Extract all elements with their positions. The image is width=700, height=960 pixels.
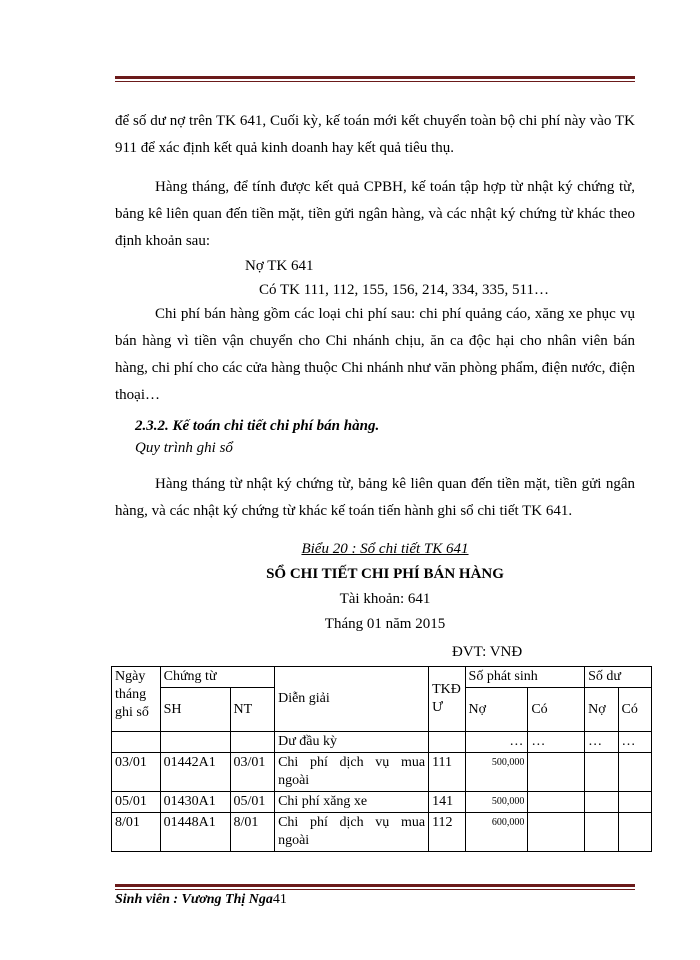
row-date: 05/01 bbox=[112, 792, 161, 813]
entry-debit: Nợ TK 641 bbox=[245, 258, 314, 274]
paragraph-2: Hàng tháng, để tính được kết quả CPBH, kế toán tập hợp từ nhật ký chứng từ, bảng kê liên quan đến tiền mặt, tiền gửi ngân hàng, và các nhật ký chứng từ khác theo định khoản sau: bbox=[115, 179, 635, 249]
header-description: Diễn giải bbox=[275, 667, 429, 732]
row-account: 141 bbox=[429, 792, 465, 813]
opening-row bbox=[112, 732, 652, 753]
row-sh: 01442A1 bbox=[160, 753, 230, 792]
row-account: 112 bbox=[429, 813, 465, 852]
row-nt: 03/01 bbox=[230, 753, 275, 792]
header-date: Ngày tháng ghi sổ bbox=[112, 667, 161, 732]
header-rule bbox=[115, 76, 635, 82]
header-counter-account: TKĐ Ư bbox=[429, 667, 465, 732]
row-description: Chi phí xăng xe bbox=[275, 792, 429, 813]
table-row bbox=[112, 792, 652, 813]
opening-balance-debit: … bbox=[585, 732, 618, 753]
ledger-table bbox=[111, 666, 652, 852]
row-sh: 01448A1 bbox=[160, 813, 230, 852]
row-debit: 500,000 bbox=[465, 753, 528, 792]
paragraph-3: Chi phí bán hàng gồm các loại chi phí sau: chi phí quảng cáo, xăng xe phục vụ bán hàng vì tiền vận chuyển cho Chi nhánh chịu, ăn ca độc hại cho nhân viên bán hàng, chi phí cho các cửa hàng thuộc Chi nhánh như văn phòng phẩm, điện nước, điện thoại… bbox=[115, 306, 635, 403]
header-debit: Nợ bbox=[465, 688, 528, 732]
header-sh: SH bbox=[160, 688, 230, 732]
page-footer bbox=[115, 892, 287, 908]
page-number: 41 bbox=[272, 892, 287, 907]
header-balance-debit: Nợ bbox=[585, 688, 618, 732]
opening-balance-credit: … bbox=[618, 732, 652, 753]
section-subheading: Quy trình ghi sổ bbox=[135, 440, 233, 456]
row-description: Chi phí dịch vụ mua ngoài bbox=[275, 813, 429, 852]
row-debit: 500,000 bbox=[465, 792, 528, 813]
table-row bbox=[112, 813, 652, 852]
paragraph-1: để số dư nợ trên TK 641, Cuối kỳ, kế toán mới kết chuyển toàn bộ chi phí này vào TK 911 để xác định kết quả kinh doanh hay kết quả tiêu thụ. bbox=[115, 113, 635, 156]
header-balance: Số dư bbox=[585, 667, 652, 688]
footer-rule bbox=[115, 884, 635, 890]
row-nt: 8/01 bbox=[230, 813, 275, 852]
ledger-caption: Biểu 20 : Sổ chi tiết TK 641 bbox=[301, 541, 469, 557]
row-date: 03/01 bbox=[112, 753, 161, 792]
row-description: Chi phí dịch vụ mua ngoài bbox=[275, 753, 429, 792]
header-voucher: Chứng từ bbox=[160, 667, 274, 688]
entry-credit: Có TK 111, 112, 155, 156, 214, 334, 335, 511… bbox=[259, 282, 550, 298]
opening-description: Dư đầu kỳ bbox=[275, 732, 429, 753]
ledger-account: Tài khoản: 641 bbox=[339, 591, 431, 607]
header-balance-credit: Có bbox=[618, 688, 652, 732]
row-sh: 01430A1 bbox=[160, 792, 230, 813]
ledger-title: SỔ CHI TIẾT CHI PHÍ BÁN HÀNG bbox=[266, 566, 504, 582]
table-row bbox=[112, 753, 652, 792]
row-debit: 600,000 bbox=[465, 813, 528, 852]
row-account: 111 bbox=[429, 753, 465, 792]
row-date: 8/01 bbox=[112, 813, 161, 852]
ledger-period: Tháng 01 năm 2015 bbox=[324, 616, 446, 632]
opening-debit: … bbox=[465, 732, 528, 753]
row-nt: 05/01 bbox=[230, 792, 275, 813]
header-nt: NT bbox=[230, 688, 275, 732]
header-arising: Số phát sinh bbox=[465, 667, 585, 688]
header-row-1 bbox=[112, 667, 652, 688]
paragraph-4: Hàng tháng từ nhật ký chứng từ, bảng kê liên quan đến tiền mặt, tiền gửi ngân hàng, và các nhật ký chứng từ khác kế toán tiến hành ghi sổ chi tiết TK 641. bbox=[115, 476, 635, 519]
section-heading: 2.3.2. Kế toán chi tiết chi phí bán hàng. bbox=[135, 418, 380, 434]
ledger-unit: ĐVT: VNĐ bbox=[452, 644, 523, 660]
opening-credit: … bbox=[528, 732, 585, 753]
header-credit: Có bbox=[528, 688, 585, 732]
footer-student: Sinh viên : Vương Thị Nga bbox=[115, 892, 273, 907]
